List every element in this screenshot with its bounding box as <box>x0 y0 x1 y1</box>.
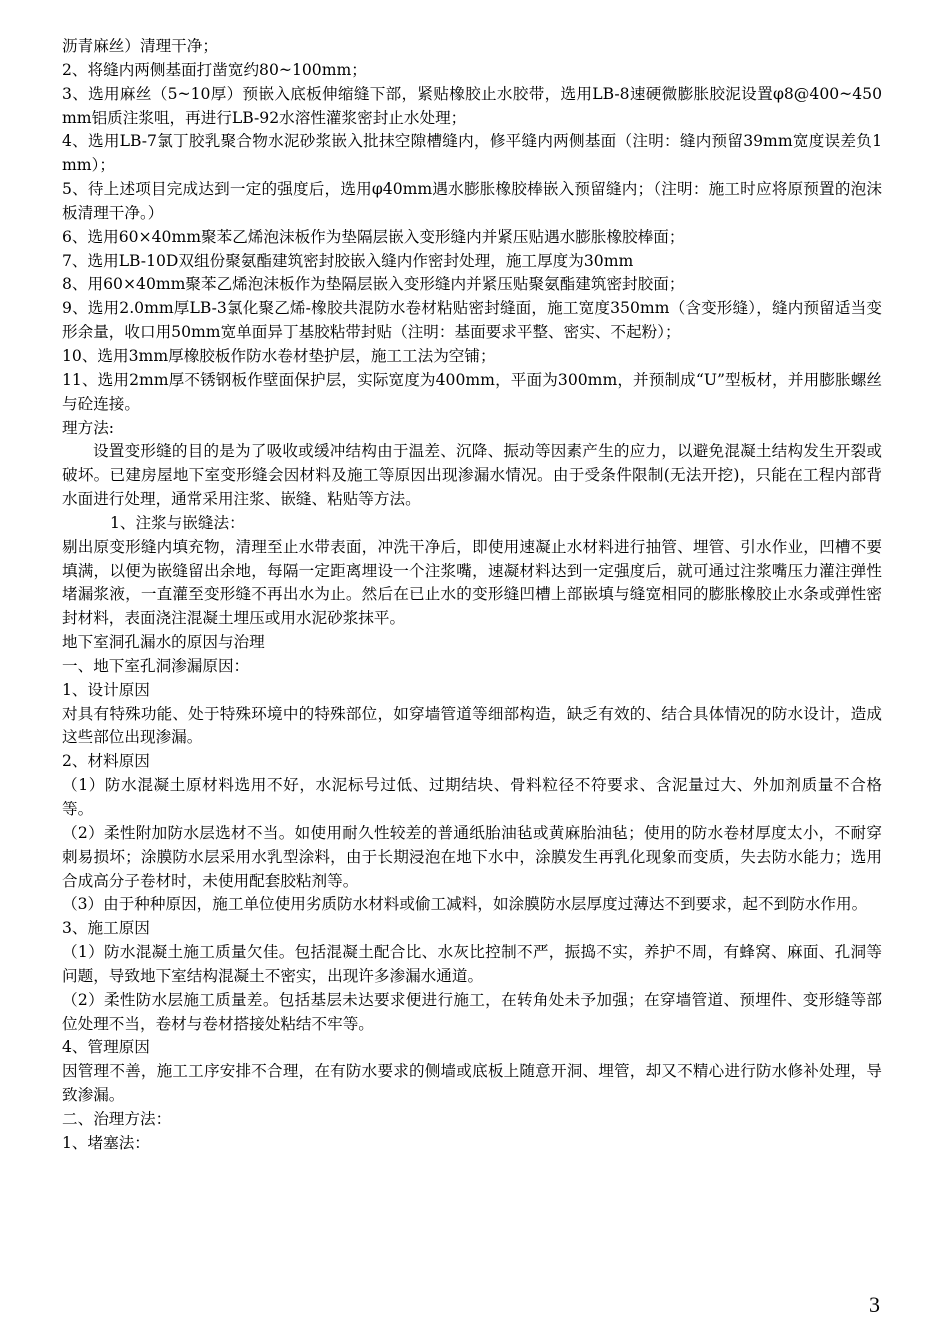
paragraph: （1）防水混凝土原材料选用不好，水泥标号过低、过期结块、骨料粒径不符要求、含泥量过大、外加剂质量不合格等。 <box>62 776 882 818</box>
section-heading: 二、治理方法： <box>62 1109 172 1128</box>
paragraph: 剔出原变形缝内填充物，清理至止水带表面，冲洗干净后，即使用速凝止水材料进行抽管、埋管、引水作业，凹槽不要填满，以便为嵌缝留出余地，每隔一定距离埋设一个注浆嘴，速凝材料达到一定强度后，就可通过注浆嘴压力灌注弹性堵漏浆液，一直灌至变形缝不再出水为止。然后在已止水的变形缝凹槽上部嵌填与缝宽相同的膨胀橡胶止水条或弹性密封材料，表面浇注混凝土埋压或用水泥砂浆抹平。 <box>62 537 882 628</box>
subsection-heading: 1、堵塞法： <box>62 1133 150 1152</box>
paragraph: （3）由于种种原因，施工单位使用劣质防水材料或偷工减料，如涂膜防水层厚度过薄达不到要求，起不到防水作用。 <box>62 895 868 914</box>
paragraph: 设置变形缝的目的是为了吸收或缓冲结构由于温差、沉降、振动等因素产生的应力，以避免混凝土结构发生开裂或破坏。已建房屋地下室变形缝会因材料及施工等原因出现渗漏水情况。由于受条件限制(无法开挖)，只能在工程内部背水面进行处理，通常采用注浆、嵌缝、粘贴等方法。 <box>62 442 882 509</box>
document-body <box>62 35 882 1156</box>
paragraph: 5、待上述项目完成达到一定的强度后，选用φ40mm遇水膨胀橡胶棒嵌入预留缝内；（注明：施工时应将原预置的泡沫板清理干净。） <box>62 180 882 222</box>
subsection-heading: 3、施工原因 <box>62 919 150 938</box>
paragraph: 因管理不善，施工工序安排不合理，在有防水要求的侧墙或底板上随意开洞、埋管，却又不精心进行防水修补处理，导致渗漏。 <box>62 1062 882 1105</box>
paragraph: 10、选用3mm厚橡胶板作防水卷材垫护层，施工工法为空铺； <box>62 346 496 365</box>
section-heading: 一、地下室孔洞渗漏原因： <box>62 656 250 675</box>
section-heading: 地下室洞孔漏水的原因与治理 <box>62 633 265 652</box>
subsection-heading: 2、材料原因 <box>62 752 150 771</box>
paragraph: （1）防水混凝土施工质量欠佳。包括混凝土配合比、水灰比控制不严，振捣不实，养护不周，有蜂窝、麻面、孔洞等问题，导致地下室结构混凝土不密实，出现许多渗漏水通道。 <box>62 943 882 985</box>
paragraph: 7、选用LB-10D双组份聚氨酯建筑密封胶嵌入缝内作密封处理，施工厚度为30mm <box>62 251 634 270</box>
paragraph: 3、选用麻丝（5~10厚）预嵌入底板伸缩缝下部，紧贴橡胶止水胶带，选用LB-8速硬微膨胀胶泥设置φ8@400~450mm铝质注浆咀，再进行LB-92水溶性灌浆密封止水处理； <box>62 84 882 127</box>
subsection-heading: 4、管理原因 <box>62 1038 150 1057</box>
paragraph: 对具有特殊功能、处于特殊环境中的特殊部位，如穿墙管道等细部构造，缺乏有效的、结合具体情况的防水设计，造成这些部位出现渗漏。 <box>62 704 882 747</box>
paragraph: （2）柔性附加防水层选材不当。如使用耐久性较差的普通纸胎油毡或黄麻胎油毡；使用的防水卷材厚度太小，不耐穿刺易损坏；涂膜防水层采用水乳型涂料，由于长期浸泡在地下水中，涂膜发生再乳化现象而变质，失去防水能力；选用合成高分子卷材时，未使用配套胶粘剂等。 <box>62 823 882 890</box>
paragraph: 4、选用LB-7氯丁胶乳聚合物水泥砂浆嵌入批抹空隙槽缝内，修平缝内两侧基面（注明：缝内预留39mm宽度误差负1mm）； <box>62 132 882 175</box>
paragraph: 6、选用60×40mm聚苯乙烯泡沫板作为垫隔层嵌入变形缝内并紧压贴遇水膨胀橡胶棒面； <box>62 227 685 246</box>
subsection-heading: 1、设计原因 <box>62 680 150 699</box>
paragraph: 8、用60×40mm聚苯乙烯泡沫板作为垫隔层嵌入变形缝内并紧压贴聚氨酯建筑密封胶面； <box>62 275 685 294</box>
subsection-heading: 1、注浆与嵌缝法： <box>110 513 245 532</box>
page-number: 3 <box>869 1292 880 1317</box>
paragraph: 11、选用2mm厚不锈钢板作壁面保护层，实际宽度为400mm，平面为300mm，并预制成“U”型板材，并用膨胀螺丝与砼连接。 <box>62 370 882 413</box>
paragraph: （2）柔性防水层施工质量差。包括基层未达要求便进行施工，在转角处未予加强；在穿墙管道、预埋件、变形缝等部位处理不当，卷材与卷材搭接处粘结不牢等。 <box>62 990 882 1033</box>
paragraph: 2、将缝内两侧基面打凿宽约80~100mm； <box>62 60 367 79</box>
section-heading: 理方法: <box>62 418 115 437</box>
paragraph: 沥青麻丝）清理干净； <box>62 37 218 55</box>
paragraph: 9、选用2.0mm厚LB-3氯化聚乙烯-橡胶共混防水卷材粘贴密封缝面，施工宽度350mm（含变形缝），缝内预留适当变形余量，收口用50mm宽单面异丁基胶粘带封贴（注明：基面要求平整、密实、不起粉）； <box>62 299 882 342</box>
